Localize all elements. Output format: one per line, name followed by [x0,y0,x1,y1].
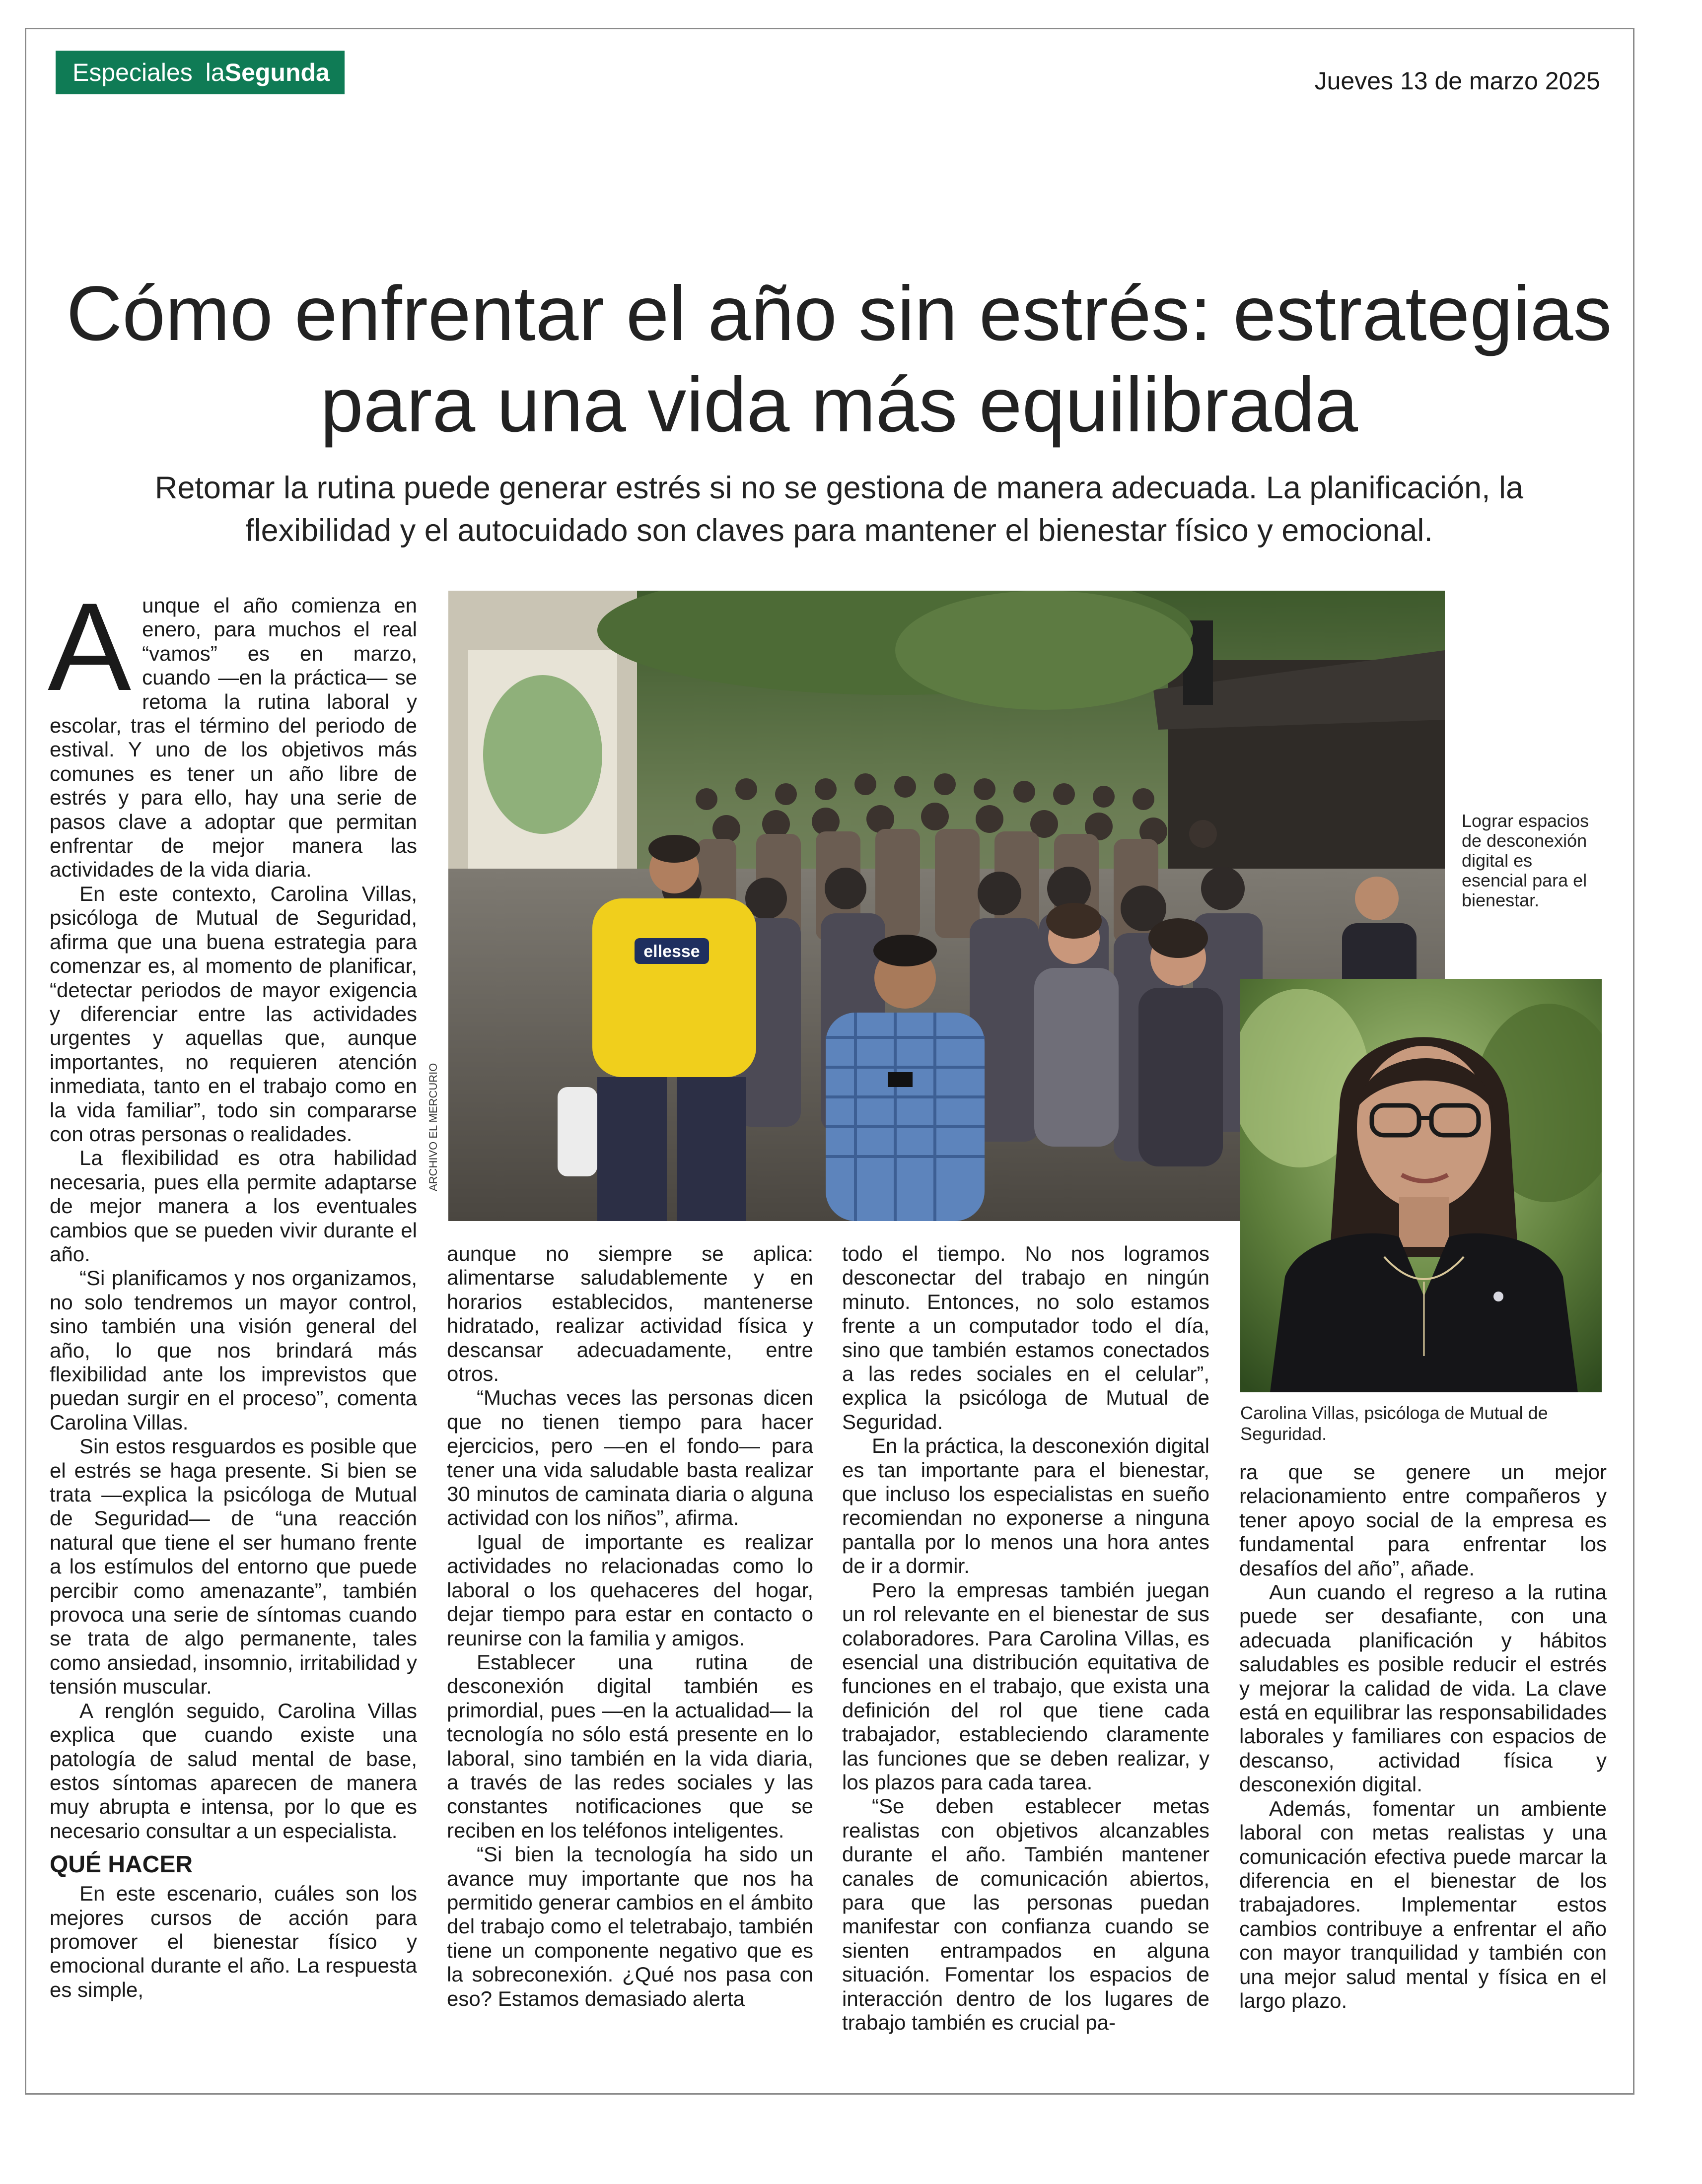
paragraph: ra que se genere un mejor relacionamiento entre compañeros y tener apoyo social de la empresa es fundamental para enfrentar los desafíos del año”, añade. [1239,1460,1607,1580]
paragraph: “Si planificamos y nos organizamos, no solo tendremos un mayor control, sino también una visión general del año, lo que nos brindará más flexibilidad ante los imprevistos que puedan surgir en el proceso”, comenta Carolina Villas. [50,1266,417,1434]
photo-credit: ARCHIVO EL MERCURIO [427,1063,439,1191]
paragraph: “Se deben establecer metas realistas con objetivos alcanzables durante el año. También mantener canales de comunicación abiertos, para que las personas puedan manifestar con confianza cuando se sienten entrampados en alguna situación. Fomentar los espacios de interacción dentro de los lugares de trabajo también es crucial pa- [842,1794,1209,2034]
portrait-photo [1240,979,1602,1392]
paragraph: A renglón seguido, Carolina Villas explica que cuando existe una patología de salud mental de base, estos síntomas aparecen de manera muy abrupta e intensa, por lo que es necesario consultar a un especialista. [50,1699,417,1843]
paragraph: Además, fomentar un ambiente laboral con metas realistas y una comunicación efectiva puede marcar la diferencia en el bienestar de los trabajadores. Implementar estos cambios contribuye a enfrentar el año con mayor tranquilidad y también con una mejor salud mental y física en el largo plazo. [1239,1796,1607,2012]
paragraph: En la práctica, la desconexión digital es tan importante para el bienestar, que incluso los especialistas en sueño recomiendan no exponerse a ninguna pantalla por lo menos una hora antes de ir a dormir. [842,1434,1209,1578]
issue-date: Jueves 13 de marzo 2025 [1314,67,1600,95]
article-column-2 [447,1242,813,2011]
paragraph: Establecer una rutina de desconexión digital también es primordial, pues —en la actualidad— la tecnología no sólo está presente en lo laboral, sino también en la vida diaria, a través de las redes sociales y las constantes notificaciones que se reciben en los teléfonos inteligentes. [447,1650,813,1842]
drop-cap: A [48,577,132,717]
article-column-3 [842,1242,1209,2035]
portrait-caption: Carolina Villas, psicóloga de Mutual de Seguridad. [1240,1403,1548,1444]
paragraph: todo el tiempo. No nos logramos desconectar del trabajo en ningún minuto. Entonces, no solo estamos frente a un computador todo el día, sino que también estamos conectados a las redes sociales en el celular”, explica la psicóloga de Mutual de Seguridad. [842,1242,1209,1433]
subhead: QUÉ HACER [50,1851,193,1878]
paragraph: En este contexto, Carolina Villas, psicóloga de Mutual de Seguridad, afirma que una buena estrategia para comenzar es, al momento de planificar, “detectar periodos de mayor exigencia y diferenciar entre las actividades urgentes y aquellas que, aunque importantes, no requieren atención inmediata, tanto en el trabajo como en la vida familiar”, todo sin compararse con otras personas o realidades. [50,882,417,1146]
paragraph: Pero la empresas también juegan un rol relevante en el bienestar de sus colaboradores. Para Carolina Villas, es esencial una distribución equitativa de funciones en el trabajo, que exista una definición del rol que tiene cada trabajador, estableciendo claramente las funciones que se deben realizar, y los plazos para cada tarea. [842,1578,1209,1794]
article-title: Cómo enfrentar el año sin estrés: estrategias para una vida más equilibrada [66,271,1612,448]
brand-logo: laSegunda [205,59,330,86]
paragraph: “Muchas veces las personas dicen que no tienen tiempo para hacer ejercicios, pero —en el fondo— para tener una vida saludable basta realizar 30 minutos de caminata diaria o alguna actividad con los niños”, afirma. [447,1386,813,1530]
paragraph: aunque no siempre se aplica: alimentarse saludablemente y en horarios establecidos, mantenerse hidratado, realizar actividad física y descansar adecuadamente, entre otros. [447,1242,813,1386]
paragraph: Sin estos resguardos es posible que el estrés se haga presente. Si bien se trata —explica la psicóloga de Mutual de Seguridad— de “una reacción natural que tiene el ser humano frente a los estímulos del entorno que puede percibir como amenazante”, también provoca una serie de síntomas cuando se trata de algo permanente, tales como ansiedad, insomnio, irritabilidad y tensión muscular. [50,1434,417,1699]
section-label: Especiales [72,59,193,86]
paragraph: Aun cuando el regreso a la rutina puede ser desafiante, con una adecuada planificación y hábitos saludables es posible reducir el estrés y mejorar la calidad de vida. La clave está en equilibrar las responsabilidades laborales y familiares con espacios de descanso, actividad física y desconexión digital. [1239,1580,1607,1796]
section-badge [56,51,345,94]
paragraph: “Si bien la tecnología ha sido un avance muy importante que nos ha permitido generar cambios en el ámbito del trabajo como el teletrabajo, también tiene un componente negativo que es la sobreconexión. ¿Qué nos pasa con eso? Estamos demasiado alerta [447,1843,813,2010]
paragraph: Igual de importante es realizar actividades no relacionadas como lo laboral o los quehaceres del hogar, dejar tiempo para estar en contacto o reunirse con la familia y amigos. [447,1530,813,1650]
main-photo-caption: Lograr espacios de desconexión digital es esencial para el bienestar. [1462,811,1589,910]
shirt-logo-text: ellesse [643,942,700,961]
paragraph: Aunque el año comienza en enero, para muchos el real “vamos” es en marzo, cuando —en la práctica— se retoma la rutina laboral y escolar, tras el término del periodo de estival. Y uno de los objetivos más comunes es tener un año libre de estrés y para ello, hay una serie de pasos clave a adoptar que permitan enfrentar de mejor manera las actividades de la vida diaria. [48,577,417,882]
article-lead: Retomar la rutina puede generar estrés si no se gestiona de manera adecuada. La planificación, la flexibilidad y el autocuidado son claves para mantener el bienestar físico y emocional. [154,471,1524,548]
paragraph: La flexibilidad es otra habilidad necesaria, pues ella permite adaptarse de mejor manera a los eventuales cambios que se pueden vivir durante el año. [50,1146,417,1266]
article-column-4 [1239,1460,1607,2013]
article-column-1 [48,577,417,2002]
paragraph: En este escenario, cuáles son los mejores cursos de acción para promover el bienestar físico y emocional durante el año. La respuesta es simple, [50,1882,417,2001]
